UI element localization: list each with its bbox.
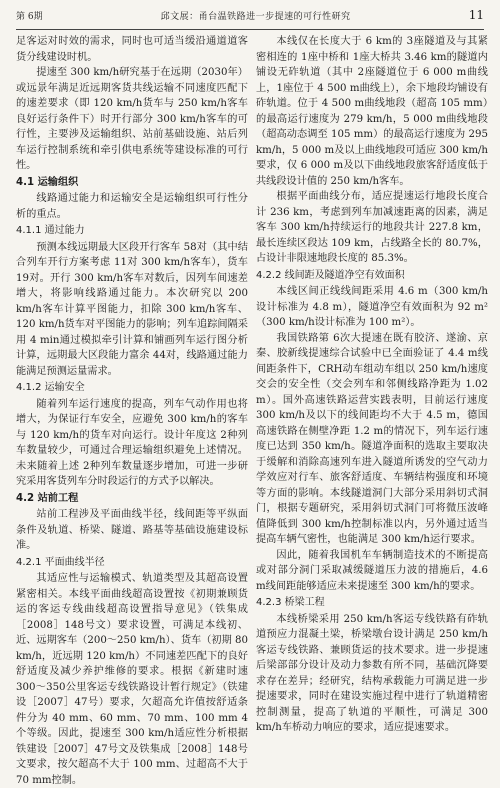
section-heading: 4.2 站前工程 bbox=[16, 492, 79, 504]
paragraph: 线路通过能力和运输安全是运输组织可行性分析的重点。 bbox=[16, 193, 248, 220]
paragraph: 随着列车运行速度的提高，列车气动作用也将增大，为保证行车安全，应避免 300 km/h的客车与 120 km/h的货车对向运行。设计年度这 2种列车数量较少，可通过合理运输组织避免上述情况。未来随着上述 2种列车数量逐步增加，可进一步研究采用客货列车分时段运行的方式予以解决。 bbox=[16, 398, 248, 487]
section-heading: 4.1 运输组织 bbox=[16, 176, 79, 188]
issue-label: 第 6期 bbox=[16, 11, 43, 22]
right-column bbox=[256, 34, 488, 733]
paragraph: 站前工程涉及平面曲线半径，线间距等平纵面条件及轨道、桥梁、隧道、路基等基础设施建设标准。 bbox=[16, 509, 248, 551]
header-rule bbox=[16, 29, 484, 30]
section-heading: 4.2.1 平面曲线半径 bbox=[16, 556, 105, 568]
paragraph: 足客运对时效的需求，同时也可适当缓沿通道道客货分线建设时机。 bbox=[16, 36, 248, 63]
paragraph: 提速至 300 km/h研究基于在远期（2030年）或远景年满足近远期客货共线运输不同速度匹配下的速差要求（即 120 km/h货车与 250 km/h客车良好运行条件下）时开行部分 300 km/h客车的可行性，主要涉及运输组织、站前基础设施、站后列车运行控制系统和牵引供电系统等建设标准的可行性。 bbox=[16, 67, 248, 171]
paragraph: 根据平面曲线分布，适应提速运行地段长度合计 236 km，考虑到列车加减速距离的因素，满足客车 300 km/h持续运行的地段共计 227.8 km，最长连续区段达 109 km，占线路全长的 80.7%，占设计非限速地段长度的 85.3%。 bbox=[256, 191, 488, 264]
paragraph: 预测本线远期最大区段开行客车 58对（其中结合列车开行方案考虑 11对 300 km/h客车），货车 19对。开行 300 km/h客车对数后，因列车间速差增大，将影响线路通过能力。本次研究以 200 km/h客车计算平图能力，扣除 300 km/h客车、120 km/h货车对平图能力的影响；列车追踪间隔采用 4 min通过模拟牵引计算和铺画列车运行图分析计算，远期最大区段能力富余 44对，线路通过能力能满足预测运量需求。 bbox=[16, 241, 248, 377]
running-header bbox=[0, 0, 500, 30]
running-title: 邱文展：甬台温铁路进一步提速的可行性研究 bbox=[160, 11, 351, 22]
paragraph: 本线桥梁采用 250 km/h客运专线铁路有砟轨道预应力混凝土梁，桥梁墩台设计满足 250 km/h客运专线铁路、兼顾货运的技术要求。进一步提速后梁部部分设计及动力参数有所不同，基础沉降要求存在差异；经研究，结构承载能力可满足进一步提速要求，同时在建设实施过程中进行了轨道精密控制测量，提高了轨道的平顺性，可满足 300 km/h车桥动力响应的要求，适应提速要求。 bbox=[256, 613, 488, 733]
paragraph: 其适应性与运输模式、轨道类型及其超高设置紧密相关。本线平面曲线超高设置按《初期兼顾货运的客运专线曲线超高设置指导意见》（铁集成［2008］148号文）要求设置，可满足本线初、近、远期客车（200～250 km/h）、货车（初期 80 km/h，近远期 120 km/h）不同速差匹配下的良好舒适度及减少养护维修的要求。根据《新建时速 300～350公里客运专线铁路设计暂行规定》（铁建设［2007］47号）要求，欠超高允许值按舒适条件分为 40 mm、60 mm、70 mm、100 mm 4个等级。因此，提速至 300 km/h适应性分析根据铁建设［2007］47号文及铁集成［2008］148号文要求，按欠超高不大于 100 mm、过超高不大于 70 mm控制。 bbox=[16, 573, 248, 786]
paragraph: 本线区间正线线间距采用 4.6 m（300 km/h设计标准为 4.8 m），隧道净空有效面积为 92 m²（300 km/h设计标准为 100 m²）。 bbox=[256, 286, 488, 328]
section-heading: 4.1.2 运输安全 bbox=[16, 382, 85, 393]
section-heading: 4.2.3 桥梁工程 bbox=[256, 597, 325, 608]
left-column bbox=[16, 34, 248, 786]
section-heading: 4.1.1 通过能力 bbox=[16, 225, 85, 236]
paragraph: 因此，随着我国机车车辆制造技术的不断提高或对部分洞门采取减缓隧道压力波的措施后，4.6 m线间距能够适应未来提速至 300 km/h的要求。 bbox=[256, 549, 488, 592]
paragraph: 本线仅在长度大于 6 km的 3座隧道及与其紧密相连的 1座中桥和 1座大桥共 3.46 km的隧道内铺设无砟轨道（其中 2座隧道位于 6 000 m曲线上，1座位于 4 500 m曲线上），余下地段均铺设有砟轨道。位于 4 500 m曲线地段（超高 105 mm）的最高运行速度为 279 km/h，5 000 m曲线地段（超高动态调至 105 mm）的最高运行速度为 295 km/h，5 000 m及以上曲线地段可适应 300 km/h要求，仅 6 000 m及以下曲线地段旅客舒适度低于共线段设计值的 250 km/h客车。 bbox=[256, 36, 488, 187]
page-number: 11 bbox=[468, 8, 484, 22]
paragraph: 我国铁路第 6次大提速在既有胶济、遂渝、京秦、胶新线提速综合试验中已全面验证了 4.4 m线间距条件下，CRH动车组动车组以 250 km/h速度交会的安全性（交会列车和邻侧线路净距为 1.02 m）。国外高速铁路运营实践表明，目前运行速度 300 km/h及以下的线间距均不大于 4.5 m，德国高速铁路在侧壁净距 1.2 m的情况下，列车运行速度已达到 350 km/h。隧道净面积的选取主要取决于缓解和消除高速列车进入隧道所诱发的空气动力学效应对行车、旅客舒适度、车辆结构强度和环境等方面的影响。本线隧道洞门大部分采用斜切式洞门，根据专题研究，采用斜切式洞门可将微压波峰值降低到 300 km/h控制标准以内，另外通过适当提高车辆气密性，也能满足 300 km/h运行要求。 bbox=[256, 332, 488, 545]
section-heading: 4.2.2 线间距及隧道净空有效面积 bbox=[256, 269, 405, 281]
